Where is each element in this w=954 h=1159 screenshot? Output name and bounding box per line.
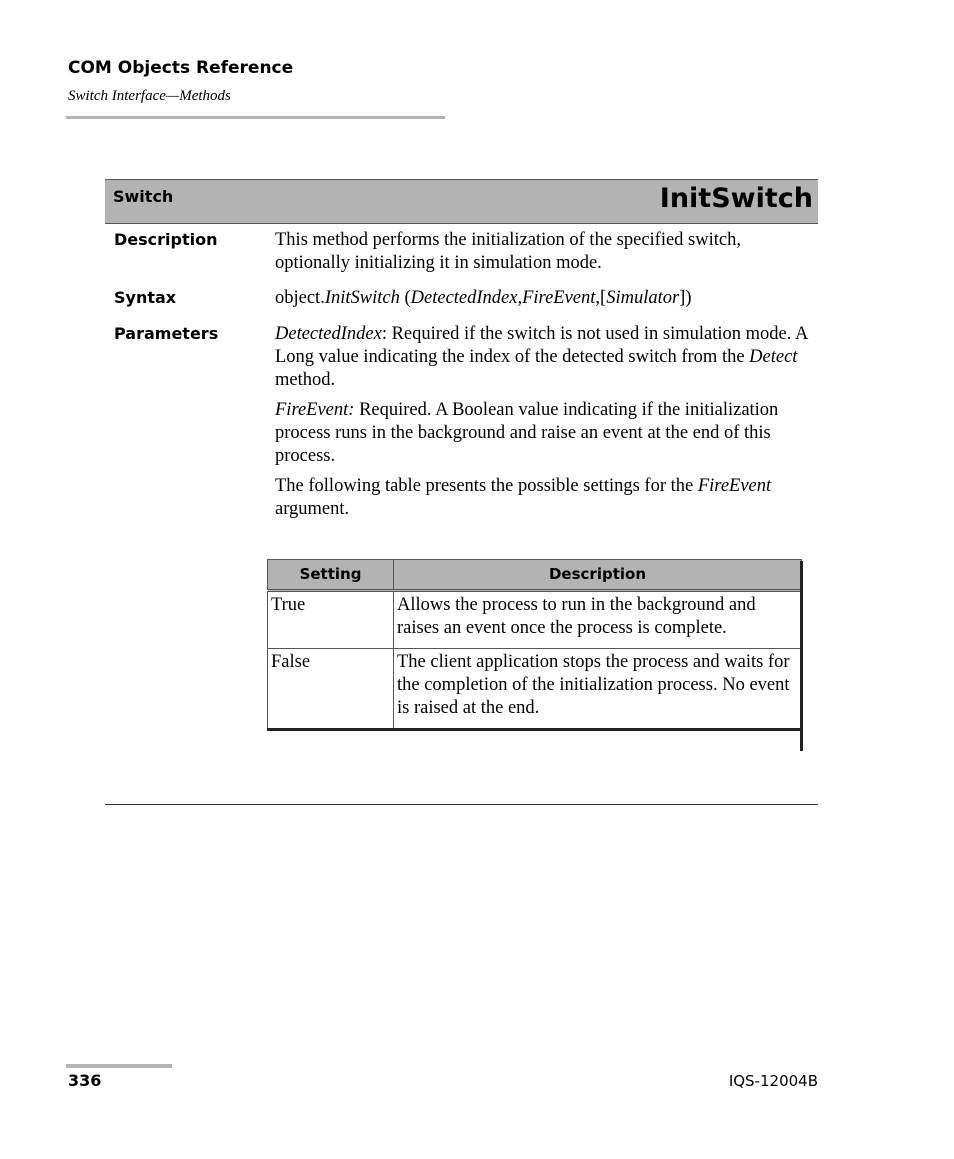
interface-category: Switch [113,187,174,206]
syntax-comma-bracket: ,[ [595,288,607,308]
syntax-label: Syntax [114,288,177,307]
param-detect-ref: Detect [749,347,798,367]
header-setting: Setting [268,560,394,591]
syntax-comma: , [517,288,523,308]
param-table-intro-text: The following table presents the possible settings for the [275,476,698,496]
table-header-row [268,560,802,591]
setting-cell: True [268,591,394,649]
param-table-intro-end: argument. [275,499,350,519]
param-fireevent-text: Required. A Boolean value indicating if the initialization process runs in the background and raise an event at the end of this process. [275,400,779,466]
method-reference-block [105,179,818,519]
syntax-object: object. [275,288,325,308]
description-cell: Allows the process to run in the background and raises an event once the process is complete. [394,591,802,649]
parameters-label: Parameters [114,324,219,343]
description-text [275,229,815,282]
param-table-intro-ref: FireEvent [697,476,772,496]
method-name: InitSwitch [659,183,813,214]
param-fireevent-name: FireEvent: [275,400,355,420]
running-header-title: COM Objects Reference [68,58,294,78]
footer-bar [66,1064,172,1068]
fireevent-settings-table [267,559,802,731]
syntax-arg-simulator: Simulator [606,288,680,308]
param-detectedindex-name: DetectedIndex [275,324,382,344]
syntax-arg-fireevent: FireEvent [522,288,596,308]
document-code: IQS-12004B [728,1072,818,1090]
param-detectedindex [275,323,815,392]
description-cell: The client application stops the process and waits for the completion of the initialization process. No event is raised at the end. [394,649,802,730]
description-label: Description [114,230,218,249]
description-paragraph: This method performs the initialization of the specified switch, optionally initializing it in simulation mode. [275,230,741,273]
block-end-rule [105,804,818,805]
param-detectedindex-text: : Required if the switch is not used in simulation mode. A Long value indicating the index of the detected switch from the [275,324,808,367]
table-row [268,591,802,649]
table-shadow [800,561,803,751]
syntax-arg-detectedindex: DetectedIndex [410,288,518,308]
table-row [268,649,802,730]
syntax-close: ]) [679,288,692,308]
param-detectedindex-text-end: method. [275,370,336,390]
method-header-bar [105,179,818,224]
running-header-subtitle: Switch Interface—Methods [68,88,231,104]
page-number: 336 [68,1071,102,1090]
param-table-intro [275,475,815,521]
param-fireevent [275,399,815,468]
syntax-text [275,287,815,317]
parameters-text [275,323,815,528]
syntax-method: InitSwitch [324,288,400,308]
syntax-open: ( [399,288,411,308]
header-rule [66,116,445,119]
header-description: Description [394,560,802,591]
setting-cell: False [268,649,394,730]
